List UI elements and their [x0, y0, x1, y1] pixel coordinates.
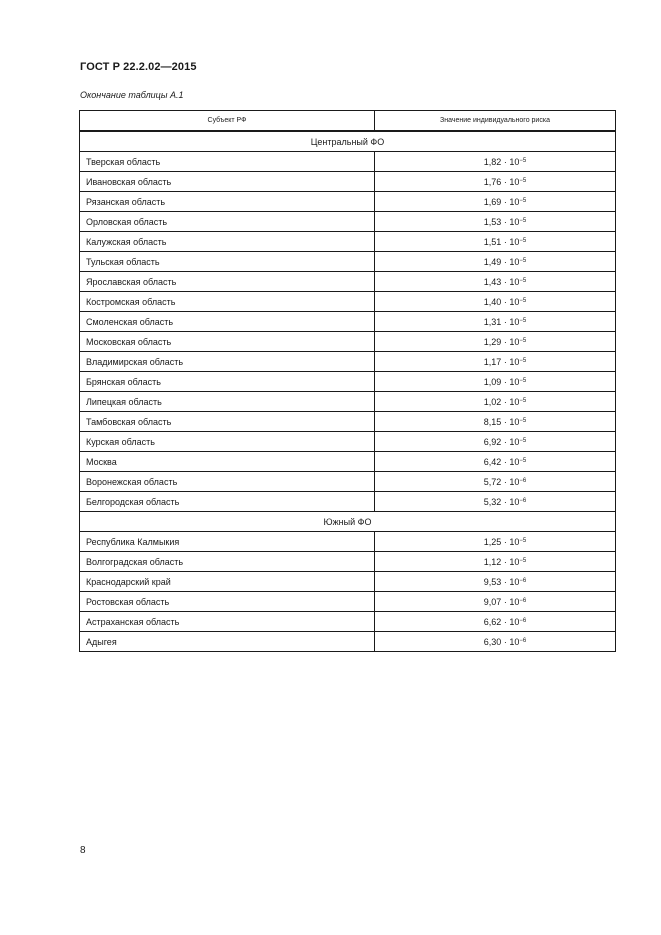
- risk-value: $8,15 \cdot 10^{-5}$: [375, 412, 616, 432]
- risk-exponent: −6: [519, 617, 527, 624]
- risk-table: [79, 110, 616, 652]
- region-name: Воронежская область: [80, 472, 375, 492]
- column-header-risk-value: Значение индивидуального риска: [375, 111, 616, 132]
- risk-exponent: −6: [519, 477, 527, 484]
- risk-value: $5,72 \cdot 10^{-6}$: [375, 472, 616, 492]
- risk-mantissa: 6,62: [483, 616, 502, 627]
- risk-mantissa: 1,40: [483, 296, 502, 307]
- region-name: Курская область: [80, 432, 375, 452]
- table-row: [80, 192, 616, 212]
- risk-value: $6,42 \cdot 10^{-5}$: [375, 452, 616, 472]
- risk-exponent: −5: [519, 297, 527, 304]
- table-row: [80, 492, 616, 512]
- risk-exponent: −5: [519, 377, 527, 384]
- risk-value: $1,29 \cdot 10^{-5}$: [375, 332, 616, 352]
- table-row: [80, 592, 616, 612]
- region-name: Смоленская область: [80, 312, 375, 332]
- risk-value: $1,51 \cdot 10^{-5}$: [375, 232, 616, 252]
- risk-mantissa: 1,02: [483, 396, 502, 407]
- region-name: Белгородская область: [80, 492, 375, 512]
- risk-value: $1,12 \cdot 10^{-5}$: [375, 552, 616, 572]
- table-body: [80, 131, 616, 652]
- table-caption: Окончание таблицы А.1: [80, 90, 184, 100]
- column-header-subject: Субъект РФ: [80, 111, 375, 132]
- region-name: Тульская область: [80, 252, 375, 272]
- table-row: [80, 352, 616, 372]
- risk-mantissa: 6,92: [483, 436, 502, 447]
- region-name: Москва: [80, 452, 375, 472]
- risk-value: $1,69 \cdot 10^{-5}$: [375, 192, 616, 212]
- risk-mantissa: 1,31: [483, 316, 502, 327]
- table-row: [80, 612, 616, 632]
- risk-mantissa: 1,25: [483, 536, 502, 547]
- risk-mantissa: 1,12: [483, 556, 502, 567]
- risk-mantissa: 1,43: [483, 276, 502, 287]
- region-name: Ярославская область: [80, 272, 375, 292]
- region-name: Ивановская область: [80, 172, 375, 192]
- risk-value: $1,82 \cdot 10^{-5}$: [375, 152, 616, 172]
- risk-value: $1,02 \cdot 10^{-5}$: [375, 392, 616, 412]
- table-row: [80, 472, 616, 492]
- risk-mantissa: 1,76: [483, 176, 502, 187]
- risk-exponent: −5: [519, 177, 527, 184]
- table-row: [80, 292, 616, 312]
- table-row: [80, 392, 616, 412]
- risk-exponent: −5: [519, 537, 527, 544]
- risk-mantissa: 9,07: [483, 596, 502, 607]
- risk-exponent: −5: [519, 457, 527, 464]
- risk-value: $9,53 \cdot 10^{-6}$: [375, 572, 616, 592]
- region-name: Московская область: [80, 332, 375, 352]
- table-row: [80, 532, 616, 552]
- risk-value: $1,09 \cdot 10^{-5}$: [375, 372, 616, 392]
- document-code: ГОСТ Р 22.2.02—2015: [80, 61, 197, 73]
- risk-exponent: −5: [519, 337, 527, 344]
- risk-value: $1,31 \cdot 10^{-5}$: [375, 312, 616, 332]
- table-row: [80, 572, 616, 592]
- risk-value: $1,25 \cdot 10^{-5}$: [375, 532, 616, 552]
- risk-exponent: −5: [519, 277, 527, 284]
- risk-value: $1,40 \cdot 10^{-5}$: [375, 292, 616, 312]
- region-name: Республика Калмыкия: [80, 532, 375, 552]
- risk-value: $5,32 \cdot 10^{-6}$: [375, 492, 616, 512]
- risk-exponent: −5: [519, 397, 527, 404]
- table-row: [80, 632, 616, 652]
- region-name: Брянская область: [80, 372, 375, 392]
- risk-exponent: −5: [519, 417, 527, 424]
- group-name: Центральный ФО: [80, 131, 616, 152]
- risk-mantissa: 1,51: [483, 236, 502, 247]
- region-name: Владимирская область: [80, 352, 375, 372]
- risk-mantissa: 8,15: [483, 416, 502, 427]
- risk-mantissa: 5,32: [483, 496, 502, 507]
- risk-exponent: −5: [519, 317, 527, 324]
- risk-exponent: −5: [519, 197, 527, 204]
- table-row: [80, 212, 616, 232]
- risk-value: $6,62 \cdot 10^{-6}$: [375, 612, 616, 632]
- risk-value: $1,49 \cdot 10^{-5}$: [375, 252, 616, 272]
- risk-mantissa: 1,09: [483, 376, 502, 387]
- risk-exponent: −5: [519, 437, 527, 444]
- risk-exponent: −6: [519, 497, 527, 504]
- region-name: Краснодарский край: [80, 572, 375, 592]
- risk-exponent: −5: [519, 217, 527, 224]
- risk-mantissa: 6,42: [483, 456, 502, 467]
- table-row: [80, 172, 616, 192]
- risk-mantissa: 1,69: [483, 196, 502, 207]
- region-name: Тамбовская область: [80, 412, 375, 432]
- risk-exponent: −5: [519, 157, 527, 164]
- region-name: Астраханская область: [80, 612, 375, 632]
- risk-mantissa: 1,17: [483, 356, 502, 367]
- risk-exponent: −5: [519, 237, 527, 244]
- region-name: Тверская область: [80, 152, 375, 172]
- table-row: [80, 312, 616, 332]
- risk-mantissa: 9,53: [483, 576, 502, 587]
- risk-value: $1,43 \cdot 10^{-5}$: [375, 272, 616, 292]
- region-name: Липецкая область: [80, 392, 375, 412]
- risk-exponent: −6: [519, 577, 527, 584]
- risk-mantissa: 1,53: [483, 216, 502, 227]
- risk-mantissa: 5,72: [483, 476, 502, 487]
- region-name: Волгоградская область: [80, 552, 375, 572]
- region-name: Калужская область: [80, 232, 375, 252]
- risk-mantissa: 6,30: [483, 636, 502, 647]
- risk-mantissa: 1,49: [483, 256, 502, 267]
- page-number: 8: [80, 845, 86, 856]
- table-row: [80, 252, 616, 272]
- risk-value: $9,07 \cdot 10^{-6}$: [375, 592, 616, 612]
- risk-exponent: −6: [519, 637, 527, 644]
- region-name: Орловская область: [80, 212, 375, 232]
- region-name: Костромская область: [80, 292, 375, 312]
- table-row: [80, 552, 616, 572]
- table-row: [80, 372, 616, 392]
- region-name: Ростовская область: [80, 592, 375, 612]
- region-name: Рязанская область: [80, 192, 375, 212]
- risk-value: $1,76 \cdot 10^{-5}$: [375, 172, 616, 192]
- region-name: Адыгея: [80, 632, 375, 652]
- group-row: [80, 131, 616, 152]
- group-row: [80, 512, 616, 532]
- table-row: [80, 232, 616, 252]
- table-row: [80, 452, 616, 472]
- risk-value: $1,17 \cdot 10^{-5}$: [375, 352, 616, 372]
- table-row: [80, 152, 616, 172]
- table-row: [80, 272, 616, 292]
- risk-exponent: −5: [519, 357, 527, 364]
- risk-exponent: −6: [519, 597, 527, 604]
- risk-exponent: −5: [519, 557, 527, 564]
- table-header-row: [80, 111, 616, 132]
- risk-value: $6,30 \cdot 10^{-6}$: [375, 632, 616, 652]
- table-row: [80, 332, 616, 352]
- risk-value: $6,92 \cdot 10^{-5}$: [375, 432, 616, 452]
- risk-mantissa: 1,82: [483, 156, 502, 167]
- table-row: [80, 432, 616, 452]
- table-row: [80, 412, 616, 432]
- risk-value: $1,53 \cdot 10^{-5}$: [375, 212, 616, 232]
- risk-mantissa: 1,29: [483, 336, 502, 347]
- group-name: Южный ФО: [80, 512, 616, 532]
- risk-exponent: −5: [519, 257, 527, 264]
